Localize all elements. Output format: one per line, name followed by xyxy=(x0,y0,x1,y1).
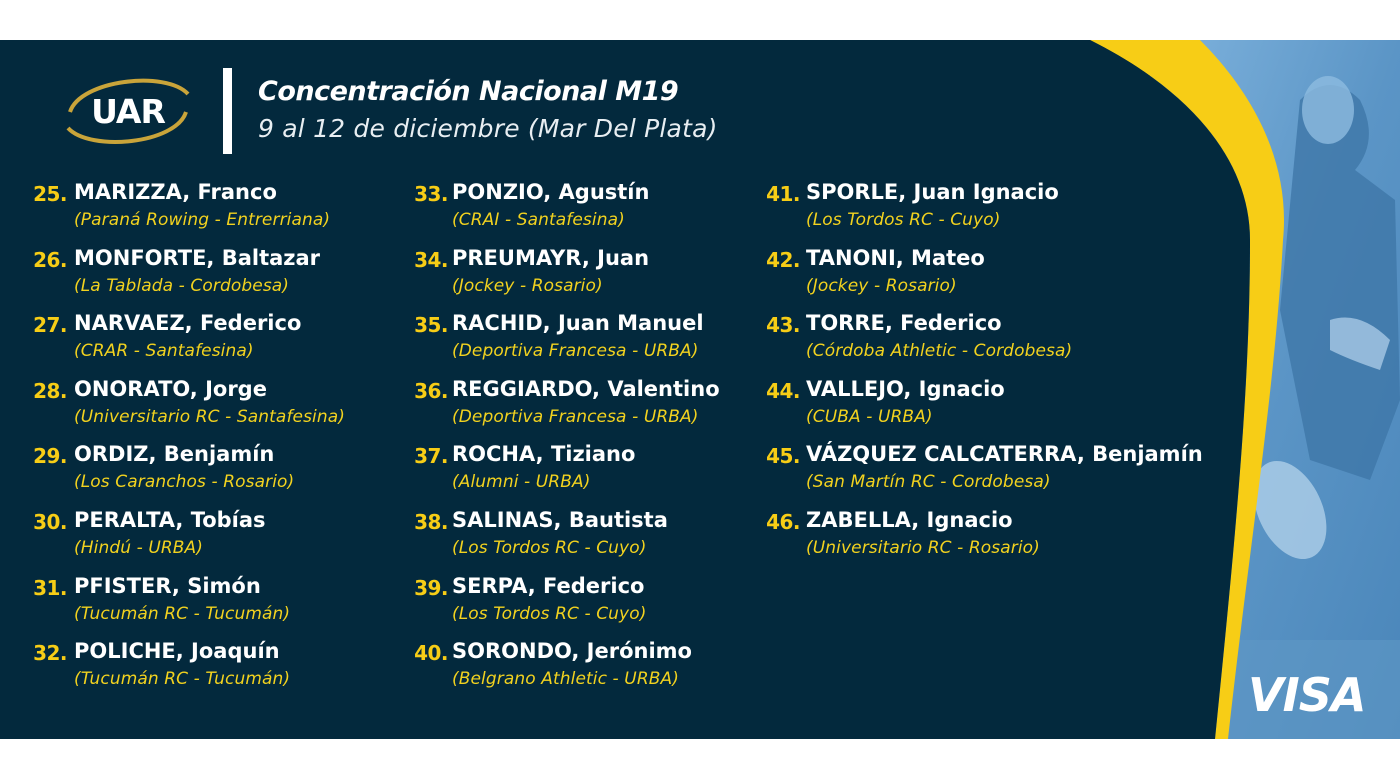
player-name: PFISTER, Simón xyxy=(74,573,261,598)
player-number: 39. xyxy=(414,575,448,600)
player-number: 34. xyxy=(414,247,448,272)
player-club: (Universitario RC - Rosario) xyxy=(806,537,1040,558)
player-name: SORONDO, Jerónimo xyxy=(452,639,692,664)
player-number: 27. xyxy=(33,313,67,338)
player-number: 31. xyxy=(33,575,67,600)
player-club: (La Tablada - Cordobesa) xyxy=(74,275,290,296)
player-number: 35. xyxy=(414,313,448,338)
player-name: POLICHE, Joaquín xyxy=(74,639,280,664)
player-club: (Los Tordos RC - Cuyo) xyxy=(452,603,647,624)
player-name: SPORLE, Juan Ignacio xyxy=(806,180,1059,204)
player-name: ROCHA, Tiziano xyxy=(452,442,636,467)
player-number: 44. xyxy=(766,378,800,403)
player-club: (San Martín RC - Cordobesa) xyxy=(806,472,1051,493)
player-number: 32. xyxy=(33,641,67,666)
player-number: 38. xyxy=(414,509,448,534)
player-club: (Hindú - URBA) xyxy=(74,537,203,558)
player-number: 37. xyxy=(414,444,448,469)
player-club: (Alumni - URBA) xyxy=(452,472,591,493)
player-number: 30. xyxy=(33,509,67,534)
uar-logo-text: UAR xyxy=(91,91,165,131)
player-club: (Deportiva Francesa - URBA) xyxy=(452,341,699,362)
player-name: SALINAS, Bautista xyxy=(452,507,668,532)
player-name: MARIZZA, Franco xyxy=(74,180,277,204)
player-number: 28. xyxy=(33,378,67,403)
player-club: (Paraná Rowing - Entrerriana) xyxy=(74,210,331,230)
header-divider xyxy=(223,68,232,154)
player-name: VÁZQUEZ CALCATERRA, Benjamín xyxy=(806,442,1203,467)
player-number: 36. xyxy=(414,378,448,403)
player-name: NARVAEZ, Federico xyxy=(74,311,302,336)
player-club: (Los Tordos RC - Cuyo) xyxy=(452,537,647,558)
player-number: 43. xyxy=(766,313,800,338)
player-club: (Córdoba Athletic - Cordobesa) xyxy=(806,341,1073,362)
player-name: MONFORTE, Baltazar xyxy=(74,245,321,270)
player-club: (Universitario RC - Santafesina) xyxy=(74,406,345,427)
player-number: 33. xyxy=(414,182,448,206)
player-number: 40. xyxy=(414,641,448,666)
roster-banner xyxy=(0,40,1400,739)
player-club: (CRAR - Santafesina) xyxy=(74,341,254,362)
player-club: (Jockey - Rosario) xyxy=(452,275,603,296)
player-number: 26. xyxy=(33,247,67,272)
player-name: ZABELLA, Ignacio xyxy=(806,507,1013,532)
player-club: (Deportiva Francesa - URBA) xyxy=(452,406,699,427)
event-dates: 9 al 12 de diciembre (Mar Del Plata) xyxy=(258,114,718,143)
player-club: (Tucumán RC - Tucumán) xyxy=(74,669,291,690)
player-name: TANONI, Mateo xyxy=(806,245,985,270)
player-name: TORRE, Federico xyxy=(806,311,1002,336)
visa-sponsor-logo: VISA xyxy=(1248,668,1366,722)
player-club: (Los Tordos RC - Cuyo) xyxy=(806,210,1001,230)
player-name: ORDIZ, Benjamín xyxy=(74,442,275,467)
player-name: PERALTA, Tobías xyxy=(74,507,266,532)
player-name: REGGIARDO, Valentino xyxy=(452,376,720,401)
player-name: VALLEJO, Ignacio xyxy=(806,376,1005,401)
player-number: 41. xyxy=(766,182,800,206)
player-name: PONZIO, Agustín xyxy=(452,180,650,204)
player-number: 25. xyxy=(33,182,67,206)
player-club: (Jockey - Rosario) xyxy=(806,275,957,296)
player-club: (Tucumán RC - Tucumán) xyxy=(74,603,291,624)
player-club: (Belgrano Athletic - URBA) xyxy=(452,669,679,690)
player-number: 46. xyxy=(766,509,800,534)
player-name: SERPA, Federico xyxy=(452,573,645,598)
player-number: 45. xyxy=(766,444,800,469)
player-number: 42. xyxy=(766,247,800,272)
uar-logo xyxy=(62,68,194,154)
player-name: ONORATO, Jorge xyxy=(74,376,267,401)
player-club: (CRAI - Santafesina) xyxy=(452,210,625,230)
page-title: Concentración Nacional M19 xyxy=(258,76,679,107)
player-number: 29. xyxy=(33,444,67,469)
player-name: PREUMAYR, Juan xyxy=(452,245,650,270)
player-club: (CUBA - URBA) xyxy=(806,406,933,427)
player-name: RACHID, Juan Manuel xyxy=(452,311,704,336)
player-club: (Los Caranchos - Rosario) xyxy=(74,472,295,493)
